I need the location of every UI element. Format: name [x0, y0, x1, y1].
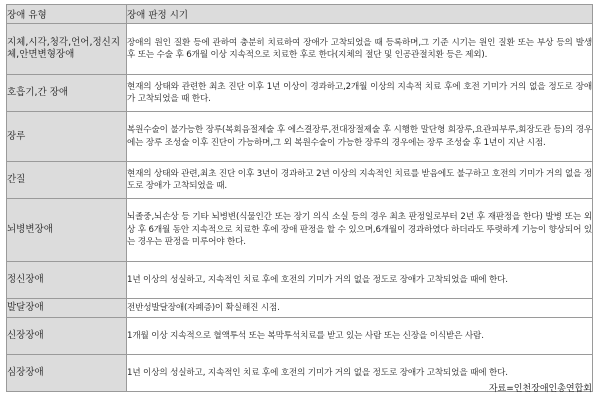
row-timing: 복원수술이 불가능한 장루(복회음절제술 후 에스결장루,전대장절제술 후 시행한 말단형 회장루,요관피부루,회장도관 등)의 경우에는 장루 조성술 이후 진단이 가능하며,그 외 복원수술이 가능한 장루의 경우에는 장루 조성술 후 1년이 지난 시점. — [127, 112, 593, 162]
row-type: 정신장애 — [7, 262, 127, 299]
table-row — [7, 262, 593, 299]
row-type: 장루 — [7, 112, 127, 162]
row-timing: 장애의 원인 질환 등에 관하여 충분히 치료하여 장애가 고착되었을 때 등록하며,그 기준 시기는 원인 질환 또는 부상 등의 발생 후 또는 수술 후 6개월 이상 지속적으로 치료한 후로 한다(지체의 절단 및 인공관절치환 등은 제외). — [127, 24, 593, 75]
row-type: 호흡기,간 장애 — [7, 75, 127, 112]
source-caption: 자료=인천장애인총연합회 — [488, 384, 592, 394]
disability-timing-table — [6, 4, 593, 392]
row-type: 뇌병변장애 — [7, 199, 127, 262]
table-row — [7, 112, 593, 162]
table-header-row — [7, 5, 593, 24]
table-row — [7, 162, 593, 199]
table-row — [7, 199, 593, 262]
row-type: 신장장애 — [7, 318, 127, 355]
row-timing: 현재의 상태와 관련한 최초 진단 이후 1년 이상이 경과하고,2개월 이상의 지속적 치료 후에 호전 기미가 거의 없을 정도로 장애가 고착되었을 때 한다. — [127, 75, 593, 112]
row-type: 발달장애 — [7, 299, 127, 318]
table-row — [7, 24, 593, 75]
row-timing: 현재의 상태와 관련,최초 진단 이후 3년이 경과하고 2년 이상의 지속적인 치료를 받음에도 불구하고 호전의 기미가 거의 없을 정도로 장애가 고착되었을 때. — [127, 162, 593, 199]
row-timing: 1년 이상의 성실하고, 지속적인 치료 후에 호전의 기미가 거의 없을 정도로 장애가 고착되었을 때에 한다. — [127, 262, 593, 299]
table-row — [7, 299, 593, 318]
header-type: 장애 유형 — [7, 5, 127, 24]
header-timing: 장애 판정 시기 — [127, 5, 593, 24]
row-timing: 1개월 이상 지속적으로 혈액투석 또는 복막투석치료를 받고 있는 사람 또는 신장을 이식받은 사람. — [127, 318, 593, 355]
row-type: 지체,시각,청각,언어,정신지체,안면변형장애 — [7, 24, 127, 75]
table-row — [7, 318, 593, 355]
row-timing: 뇌졸중,뇌손상 등 기타 뇌병변(식물인간 또는 장기 의식 소실 등의 경우 최초 판정일로부터 2년 후 재판정을 한다) 발병 또는 외상 후 6개월 동안 지속적으로 치료한 후에 장애 판정을 할 수 있으며,6개월이 경과하였다 하더라도 뚜렷하게 기능이 향상되어 있는 경우는 판정을 미루어야 한다. — [127, 199, 593, 262]
row-type: 심장장애 — [7, 355, 127, 392]
table-row — [7, 75, 593, 112]
row-timing: 1년 이상의 성실하고, 지속적인 치료 후에 호전의 기미가 거의 없을 정도로 장애가 고착되었을 때에 한다. — [127, 355, 593, 392]
row-type: 간질 — [7, 162, 127, 199]
row-timing: 전반성발달장애(자폐증)이 확실해진 시점. — [127, 299, 593, 318]
